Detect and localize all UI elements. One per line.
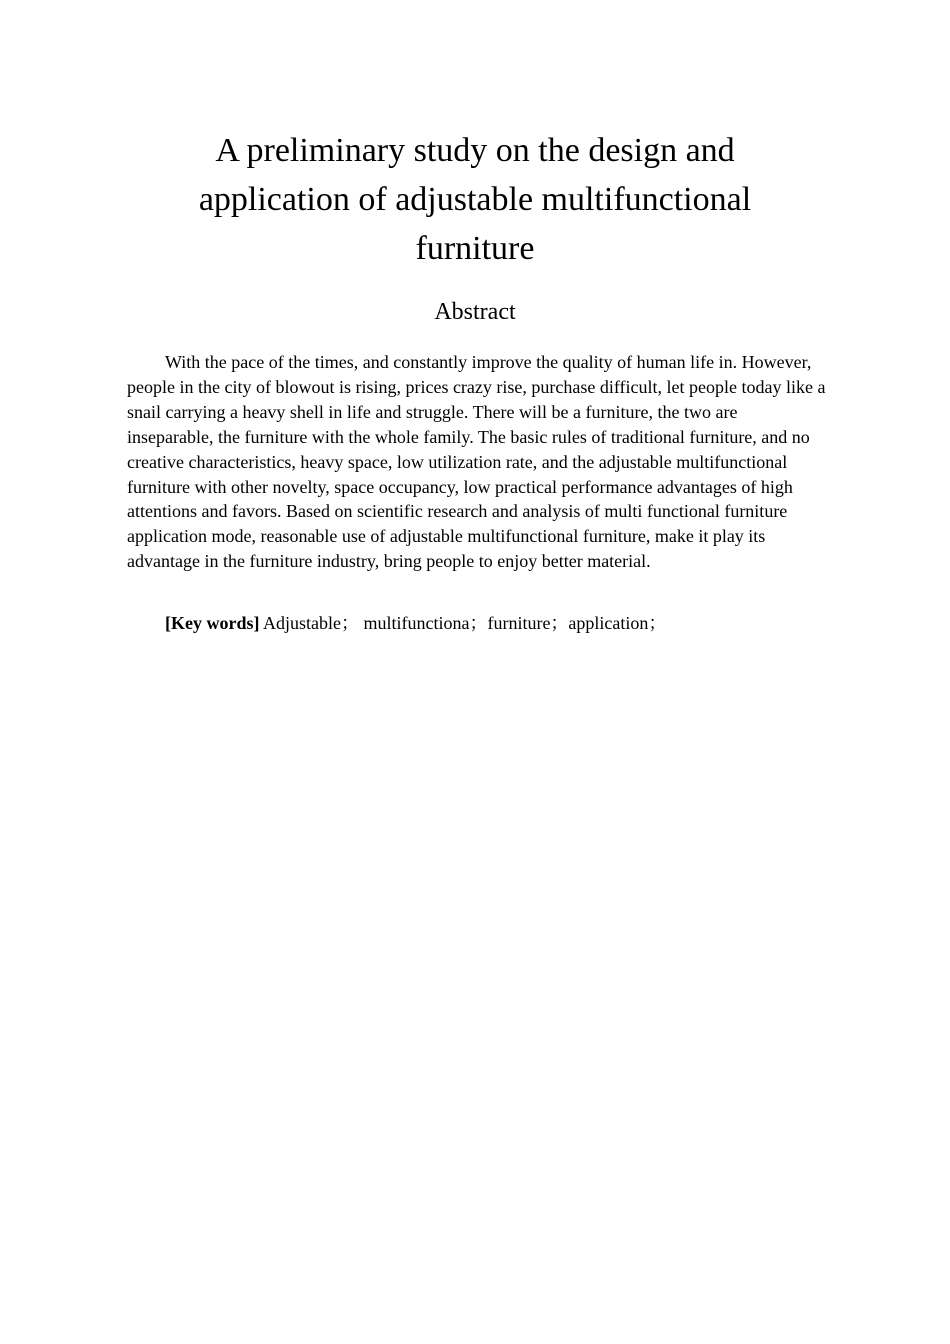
keywords-line bbox=[165, 611, 825, 636]
paper-title: A preliminary study on the design and application of adjustable multifunctional furniture bbox=[198, 132, 752, 267]
keywords-list: Adjustable； multifunctiona；furniture；application； bbox=[259, 613, 667, 633]
keywords-label: [Key words] bbox=[165, 613, 260, 633]
abstract-paragraph: With the pace of the times, and constantly improve the quality of human life in. However, people in the city of blowout is rising, prices crazy rise, purchase difficult, let people today like a snail carrying a heavy shell in life and struggle. There will be a furniture, the two are inseparable, the furniture with the whole family. The basic rules of traditional furniture, and no creative characteristics, heavy space, low utilization rate, and the adjustable multifunctional furniture with other novelty, space occupancy, low practical performance advantages of high attentions and favors. Based on scientific research and analysis of multi functional furniture application mode, reasonable use of adjustable multifunctional furniture, make it play its advantage in the furniture industry, bring people to enjoy better material. bbox=[127, 352, 826, 572]
abstract-heading: Abstract bbox=[434, 299, 516, 325]
